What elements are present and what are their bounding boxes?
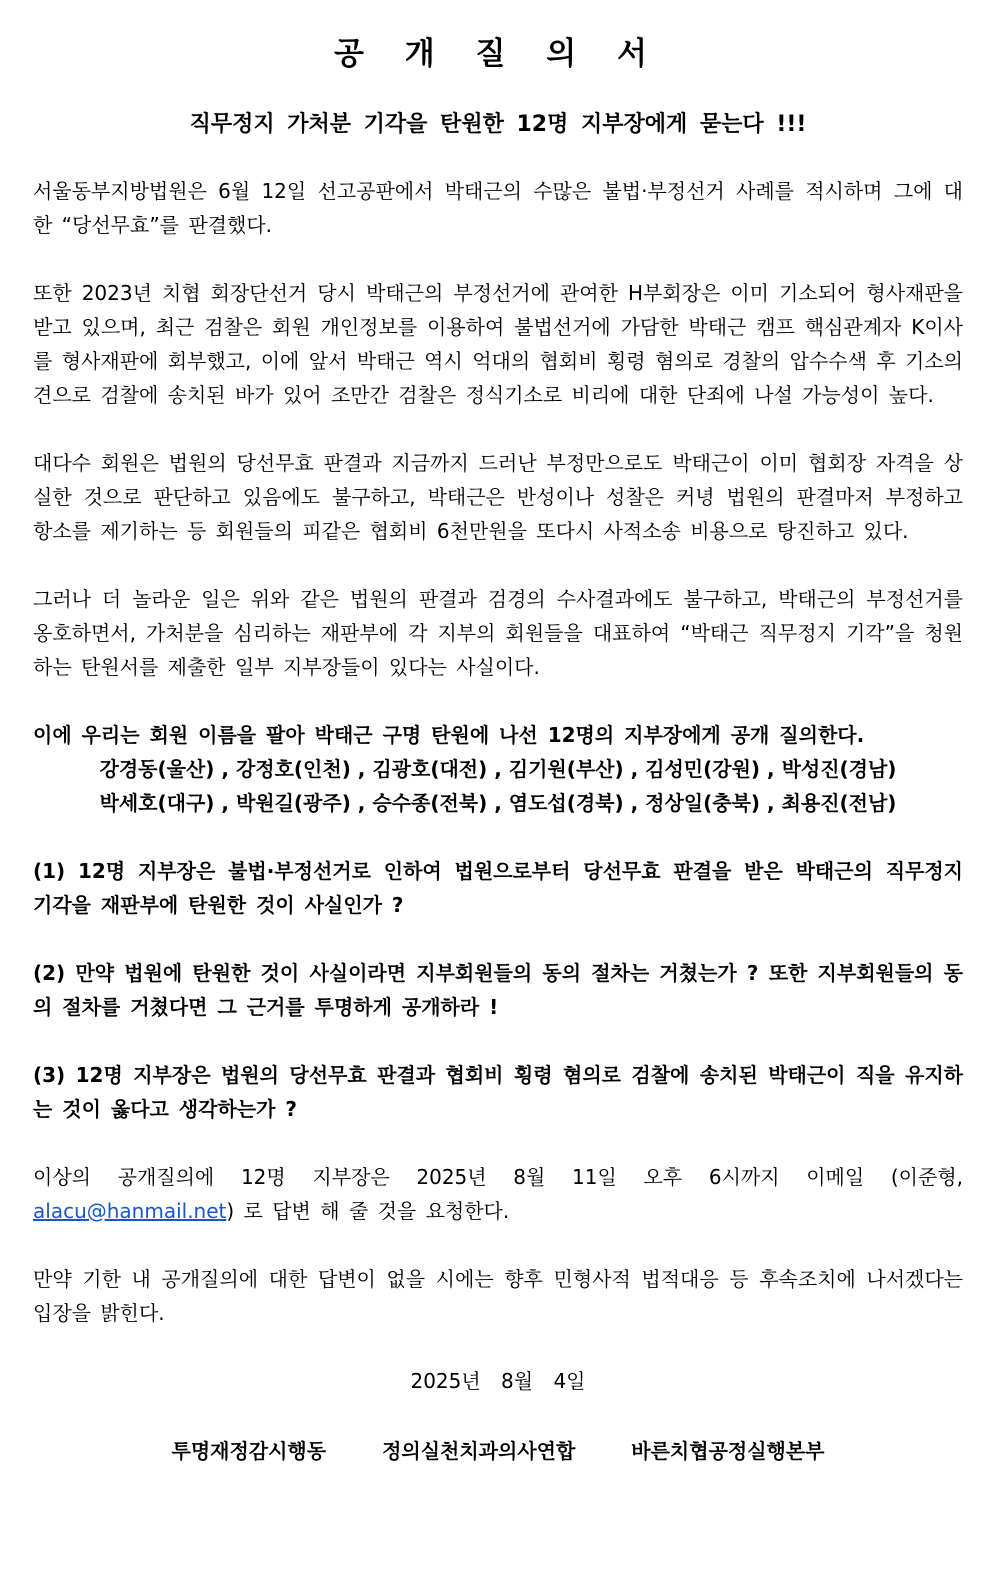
document-subtitle: 직무정지 가처분 기각을 탄원한 12명 지부장에게 묻는다 !!! (189, 112, 807, 137)
signer-1: 투명재정감시행동 (171, 1439, 327, 1463)
question-3: (3) 12명 지부장은 법원의 당선무효 판결과 협회비 횡령 혐의로 검찰에 송치된 박태근이 직을 유지하는 것이 옳다고 생각하는가 ? (33, 1063, 963, 1121)
closing-statement: 만약 기한 내 공개질의에 대한 답변이 없을 시에는 향후 민형사적 법적대응 등 후속조치에 나서겠다는 입장을 밝힌다. (33, 1267, 963, 1325)
paragraph-court-ruling: 서울동부지방법원은 6월 12일 선고공판에서 박태근의 수많은 불법·부정선거 사례를 적시하며 그에 대한 “당선무효”를 판결했다. (33, 179, 963, 237)
branch-heads-list-line-2: 박세호(대구) , 박원길(광주) , 승수종(전북) , 염도섭(경북) , 정상일(충북) , 최용진(전남) (99, 791, 897, 815)
inquiry-intro: 이에 우리는 회원 이름을 팔아 박태근 구명 탄원에 나선 12명의 지부장에게 공개 질의한다. (33, 723, 865, 747)
response-request (33, 1160, 963, 1228)
document-date: 2025년 8월 4일 (410, 1369, 586, 1393)
paragraph-petition: 그러나 더 놀라운 일은 위와 같은 법원의 판결과 검경의 수사결과에도 불구하고, 박태근의 부정선거를 옹호하면서, 가처분을 심리하는 재판부에 각 지부의 회원들을 대표하여 “박태근 직무정지 기각”을 청원하는 탄원서를 제출한 일부 지부장들이 있다는 사실이다. (33, 587, 963, 679)
document-title: 공 개 질 의 서 (334, 36, 662, 72)
response-request-text: 이상의 공개질의에 12명 지부장은 2025년 8월 11일 오후 6시까지 이메일 (이준형, (33, 1165, 963, 1189)
signatories (33, 1436, 963, 1466)
signer-3: 바른치협공정실행본부 (631, 1439, 825, 1463)
open-letter-document (33, 0, 963, 1466)
question-2: (2) 만약 법원에 탄원한 것이 사실이라면 지부회원들의 동의 절차는 거쳤는가 ? 또한 지부회원들의 동의 절차를 거쳤다면 그 근거를 투명하게 공개하라 ! (33, 961, 963, 1019)
signer-2: 정의실천치과의사연합 (382, 1439, 576, 1463)
question-1: (1) 12명 지부장은 불법·부정선거로 인하여 법원으로부터 당선무효 판결을 받은 박태근의 직무정지 기각을 재판부에 탄원한 것이 사실인가 ? (33, 859, 963, 917)
paragraph-prosecution: 또한 2023년 치협 회장단선거 당시 박태근의 부정선거에 관여한 H부회장은 이미 기소되어 형사재판을 받고 있으며, 최근 검찰은 회원 개인정보를 이용하여 불법선거에 가담한 박태근 캠프 핵심관계자 K이사를 형사재판에 회부했고, 이에 앞서 박태근 역시 억대의 협회비 횡령 혐의로 경찰의 압수수색 후 기소의견으로 검찰에 송치된 바가 있어 조만간 검찰은 정식기소로 비리에 대한 단죄에 나설 가능성이 높다. (33, 281, 963, 407)
paragraph-members-view: 대다수 회원은 법원의 당선무효 판결과 지금까지 드러난 부정만으로도 박태근이 이미 협회장 자격을 상실한 것으로 판단하고 있음에도 불구하고, 박태근은 반성이나 성찰은 커녕 법원의 판결마저 부정하고 항소를 제기하는 등 회원들의 피같은 협회비 6천만원을 또다시 사적소송 비용으로 탕진하고 있다. (33, 451, 963, 543)
response-request-tail: ) 로 답변 해 줄 것을 요청한다. (226, 1199, 510, 1223)
branch-heads-list-line-1: 강경동(울산) , 강정호(인천) , 김광호(대전) , 김기원(부산) , 김성민(강원) , 박성진(경남) (99, 757, 897, 781)
email-link[interactable]: alacu@hanmail.net (33, 1199, 227, 1223)
